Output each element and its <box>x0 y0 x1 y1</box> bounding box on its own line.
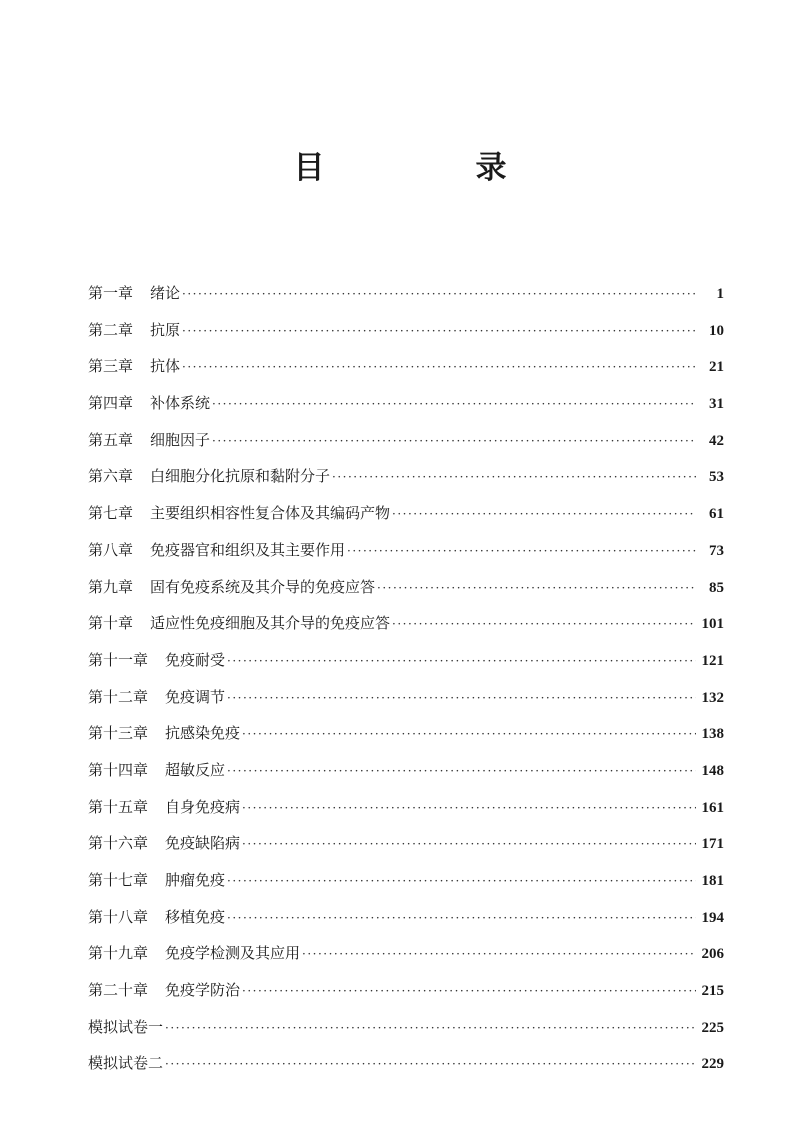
chapter-number: 第十二章 <box>88 687 149 706</box>
dot-leader <box>347 533 696 570</box>
page-number: 229 <box>701 1056 724 1073</box>
dot-leader <box>242 716 696 753</box>
chapter-number: 第十六章 <box>88 834 149 853</box>
page-number: 148 <box>701 762 724 779</box>
chapter-title: 白细胞分化抗原和黏附分子 <box>150 467 331 486</box>
page-number: 101 <box>701 616 724 633</box>
toc-entry[interactable] <box>88 605 724 642</box>
toc-entry[interactable] <box>88 899 724 936</box>
page-number: 121 <box>701 652 724 669</box>
dot-leader <box>227 680 696 717</box>
dot-leader <box>377 570 696 607</box>
dot-leader <box>182 313 696 350</box>
chapter-title: 补体系统 <box>150 394 211 413</box>
toc-entry[interactable] <box>88 935 724 972</box>
page-number: 42 <box>709 432 724 449</box>
dot-leader <box>212 423 696 460</box>
page-number: 132 <box>701 689 724 706</box>
chapter-title: 抗体 <box>150 357 181 376</box>
chapter-title: 移植免疫 <box>165 907 226 926</box>
toc-entry[interactable] <box>88 862 724 899</box>
page-title: 目 录 <box>293 150 567 186</box>
dot-leader <box>392 606 696 643</box>
chapter-number: 第十九章 <box>88 944 149 963</box>
chapter-title: 固有免疫系统及其介导的免疫应答 <box>150 577 376 596</box>
chapter-number: 第七章 <box>88 504 134 523</box>
page-number: 21 <box>709 359 724 376</box>
chapter-number: 第三章 <box>88 357 134 376</box>
toc-entry[interactable] <box>88 495 724 532</box>
dot-leader <box>212 386 696 423</box>
chapter-title: 自身免疫病 <box>165 797 241 816</box>
page-number: 138 <box>701 726 724 743</box>
toc-entry[interactable] <box>88 422 724 459</box>
chapter-title: 模拟试卷一 <box>88 1017 164 1036</box>
dot-leader <box>332 459 696 496</box>
chapter-title: 免疫耐受 <box>165 650 226 669</box>
page-number: 61 <box>709 506 724 523</box>
chapter-number: 第八章 <box>88 540 134 559</box>
chapter-title: 免疫缺陷病 <box>165 834 241 853</box>
page-number: 10 <box>709 322 724 339</box>
chapter-number: 第十四章 <box>88 760 149 779</box>
chapter-number: 第四章 <box>88 394 134 413</box>
dot-leader <box>227 753 696 790</box>
page-number: 206 <box>701 946 724 963</box>
page-number: 161 <box>701 799 724 816</box>
toc-entry[interactable] <box>88 752 724 789</box>
chapter-title: 主要组织相容性复合体及其编码产物 <box>150 504 391 523</box>
page-number: 171 <box>701 836 724 853</box>
toc-entry[interactable] <box>88 312 724 349</box>
toc-entry[interactable] <box>88 348 724 385</box>
toc-entry[interactable] <box>88 532 724 569</box>
toc-entry[interactable] <box>88 642 724 679</box>
toc-entry[interactable] <box>88 825 724 862</box>
chapter-title: 免疫学检测及其应用 <box>165 944 301 963</box>
dot-leader <box>227 643 696 680</box>
page-number: 181 <box>701 873 724 889</box>
chapter-title: 抗感染免疫 <box>165 724 241 743</box>
dot-leader <box>227 863 696 900</box>
dot-leader <box>227 900 696 937</box>
chapter-number: 第十八章 <box>88 907 149 926</box>
dot-leader <box>302 936 696 973</box>
chapter-number: 第五章 <box>88 430 134 449</box>
chapter-title: 超敏反应 <box>165 760 226 779</box>
chapter-number: 第十五章 <box>88 797 149 816</box>
dot-leader <box>242 973 696 1010</box>
chapter-title: 免疫调节 <box>165 687 226 706</box>
page-number: 53 <box>709 469 724 486</box>
page-number: 73 <box>709 542 724 559</box>
chapter-title: 适应性免疫细胞及其介导的免疫应答 <box>150 614 391 633</box>
page-number: 85 <box>709 579 724 596</box>
table-of-contents <box>88 275 724 1082</box>
toc-entry[interactable] <box>88 1045 724 1082</box>
chapter-number: 第一章 <box>88 284 134 302</box>
toc-entry[interactable] <box>88 972 724 1009</box>
page-number: 194 <box>701 909 724 926</box>
chapter-title: 绪论 <box>150 284 181 302</box>
toc-entry[interactable] <box>88 679 724 716</box>
chapter-number: 第六章 <box>88 467 134 486</box>
chapter-title: 免疫学防治 <box>165 981 241 1000</box>
toc-entry[interactable] <box>88 275 724 312</box>
chapter-title: 细胞因子 <box>150 430 211 449</box>
page-number: 225 <box>701 1019 724 1036</box>
dot-leader <box>165 1010 696 1047</box>
chapter-number: 第九章 <box>88 577 134 596</box>
toc-entry[interactable] <box>88 789 724 826</box>
page-number: 1 <box>716 286 724 302</box>
chapter-number: 第十七章 <box>88 871 149 889</box>
chapter-number: 第十章 <box>88 614 134 633</box>
dot-leader <box>182 349 696 386</box>
dot-leader <box>242 790 696 827</box>
chapter-title: 抗原 <box>150 320 181 339</box>
page-number: 31 <box>709 396 724 413</box>
dot-leader <box>165 1046 696 1083</box>
dot-leader <box>392 496 696 533</box>
toc-entry[interactable] <box>88 385 724 422</box>
toc-entry[interactable] <box>88 715 724 752</box>
toc-entry[interactable] <box>88 458 724 495</box>
toc-entry[interactable] <box>88 569 724 606</box>
dot-leader <box>182 276 696 313</box>
chapter-number: 第十三章 <box>88 724 149 743</box>
chapter-number: 第二十章 <box>88 981 149 1000</box>
toc-entry[interactable] <box>88 1009 724 1046</box>
chapter-number: 第十一章 <box>88 650 149 669</box>
chapter-number: 第二章 <box>88 320 134 339</box>
chapter-title: 肿瘤免疫 <box>165 871 226 889</box>
chapter-title: 模拟试卷二 <box>88 1054 164 1073</box>
page-number: 215 <box>701 983 724 1000</box>
chapter-title: 免疫器官和组织及其主要作用 <box>150 540 346 559</box>
dot-leader <box>242 826 696 863</box>
